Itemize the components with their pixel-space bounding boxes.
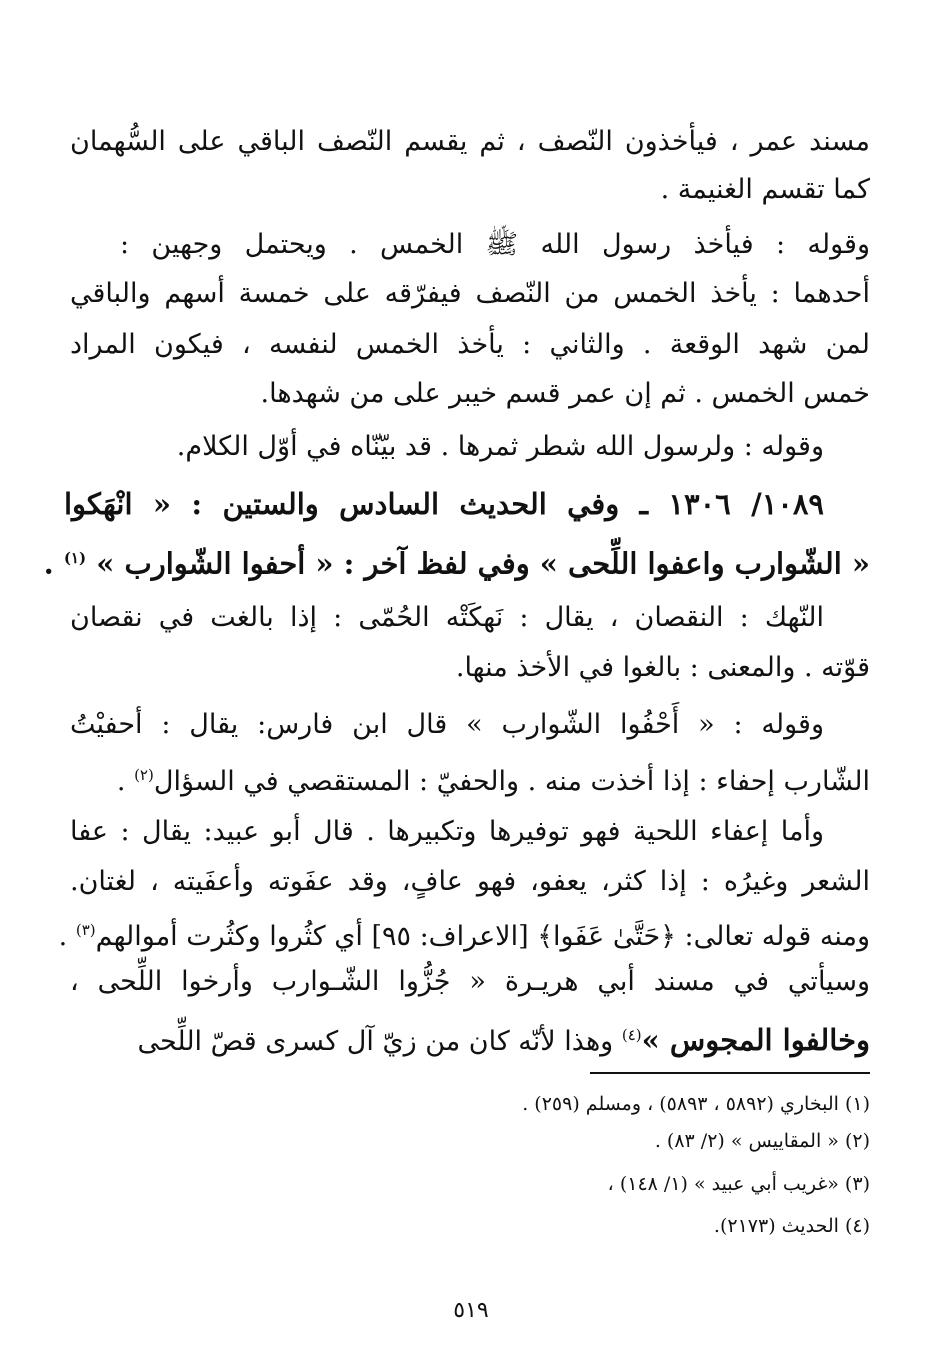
- page-number: ٥١٩: [453, 1298, 489, 1323]
- footnote-3: (٣) «غريب أبي عبيد » (١/ ١٤٨) ،: [607, 1173, 870, 1195]
- footnote-1: (١) البخاري (٥٨٩٢ ، ٥٨٩٣) ، ومسلم (٢٥٩) .: [522, 1093, 870, 1115]
- text-line: النّهك : النقصان ، يقال : نَهكَتْه الحُمّى : إذا بالغت في نقصان: [70, 602, 824, 633]
- text-segment: ومنه قوله تعالى: ﴿حَتَّىٰ عَفَوا﴾ [الاعراف: ٩٥] أي كثُروا وكثُرت أموالهم: [95, 921, 870, 952]
- text-line: [70, 1015, 870, 1061]
- text-line: وقوله : « أَحْفُوا الشّوارب » قال ابن فارس: يقال : أحفيْتُ: [70, 709, 824, 740]
- period: .: [116, 766, 135, 797]
- text-line: [70, 755, 870, 801]
- text-segment: وهذا لأنّه كان من زيّ آل كسرى قصّ اللِّحى: [137, 1026, 614, 1057]
- text-line: لمن شهد الوقعة . والثاني : يأخذ الخمس لنفسه ، فيكون المراد: [70, 329, 870, 360]
- hadith-text: وخالفوا المجوس »: [641, 1023, 870, 1057]
- text-line: مسند عمر ، فيأخذون النّصف ، ثم يقسم النّصف الباقي على السُّهمان: [70, 126, 870, 157]
- footnote-ref-4: (٤): [621, 1026, 642, 1044]
- text-line: قوّته . والمعنى : بالغوا في الأخذ منها.: [455, 652, 870, 683]
- text-segment: الشّارب إحفاء : إذا أخذت منه . والحفيّ : المستقصي في السؤال: [153, 766, 870, 797]
- hadith-close: »: [96, 546, 115, 581]
- hadith-heading-continued: [43, 538, 870, 584]
- text-line: [58, 910, 870, 956]
- period: .: [43, 546, 54, 581]
- text-line: وأما إعفاء اللحية فهو توفيرها وتكبيرها . قال أبو عبيد: يقال : عفا: [70, 816, 824, 847]
- text-line: الشعر وغيرُه : إذا كثر، يعفو، فهو عافٍ، وقد عفَوته وأعفَيته ، لغتان.: [70, 866, 870, 897]
- text-segment: وسيأتي في مسند أبي هريـرة « جُزُّوا الشّـوارب وأرخوا اللِّحى ،: [70, 966, 870, 997]
- footnote-ref-2: (٢): [134, 766, 154, 784]
- hadith-text: « الشّوارب واعفوا اللِّحى » وفي لفظ آخر : « أحفوا الشّوارب: [124, 546, 870, 581]
- text-line: أحدهما : يأخذ الخمس من النّصف فيفرّقه على خمسة أسهم والباقي: [70, 278, 870, 309]
- text-line: خمس الخمس . ثم إن عمر قسم خيبر على من شهدها.: [260, 378, 870, 409]
- text-line: [70, 962, 870, 1008]
- footnote-separator: [590, 1072, 870, 1074]
- hadith-heading: ١٠٨٩/ ١٣٠٦ ـ وفي الحديث السادس والستين : « انْهَكوا: [64, 487, 824, 521]
- text-line: وقوله : فيأخذ رسول الله ﷺ الخمس . ويحتمل وجهين :: [120, 229, 870, 260]
- text-line: كما تقسم الغنيمة .: [660, 174, 870, 205]
- footnote-4: (٤) الحديث (٢١٧٣).: [713, 1215, 870, 1237]
- text-line: وقوله : ولرسول الله شطر ثمرها . قد بيّنّاه في أوّل الكلام.: [176, 431, 824, 462]
- footnote-ref-3: (٣): [75, 921, 96, 939]
- period: .: [58, 921, 76, 952]
- footnote-ref-1: (١): [63, 549, 87, 567]
- footnote-2: (٢) « المقاييس » (٢/ ٨٣) .: [654, 1130, 870, 1152]
